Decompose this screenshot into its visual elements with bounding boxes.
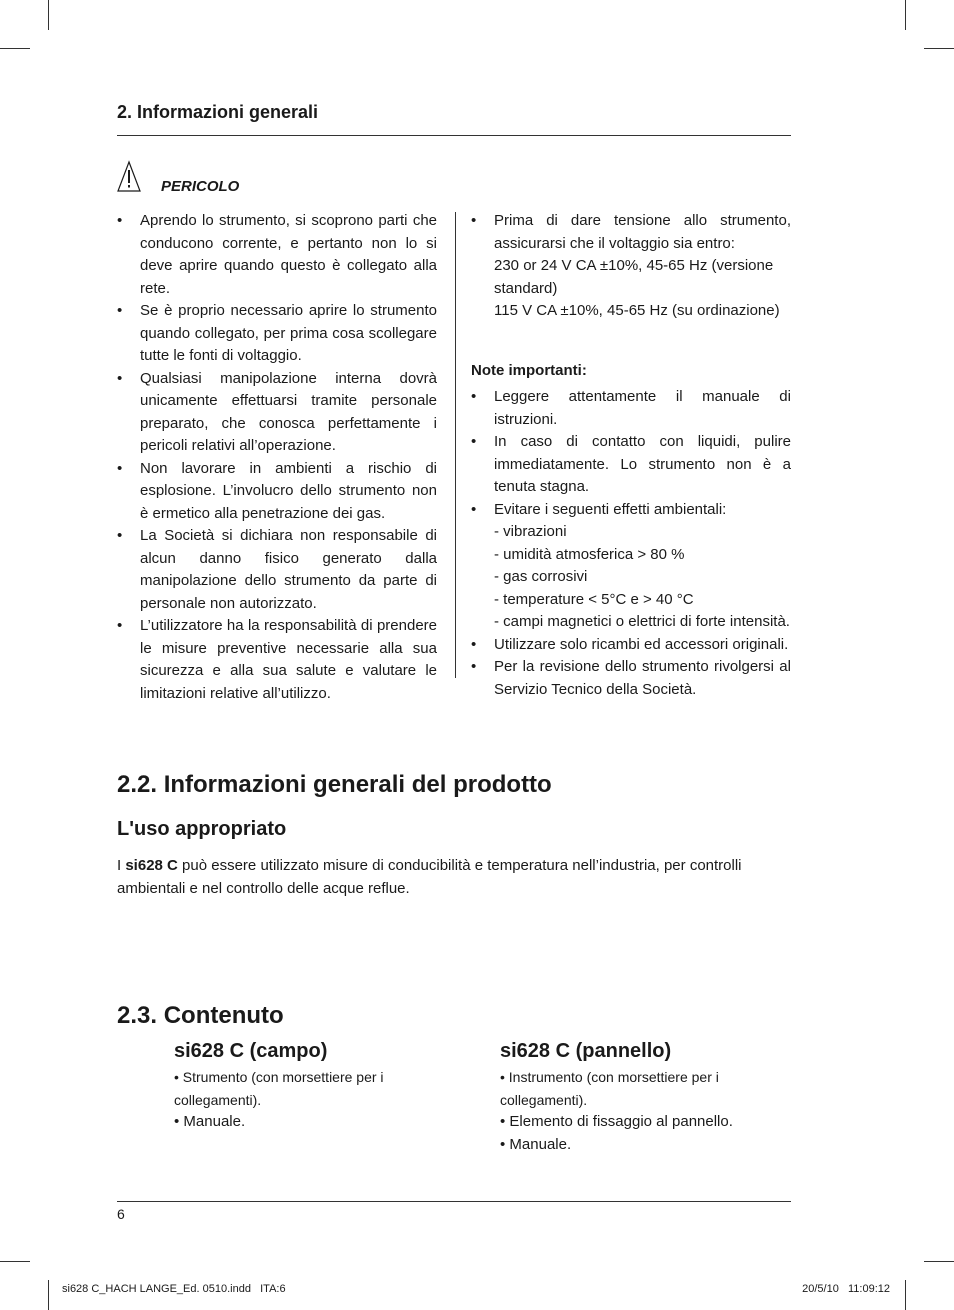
list-item: [471, 210, 791, 323]
crop-mark-bottom-left-v: [48, 1280, 49, 1310]
list-item: • Qualsiasi manipolazione interna dovrà unicamente effettuarsi tramite personale preparato, che conosca perfettamente i pericoli relativi all’operazione.: [117, 368, 437, 458]
list-item: • Aprendo lo strumento, si scoprono parti che conducono corrente, e pertanto non lo si deve aprire quando questo è collegato alla rete.: [117, 210, 437, 300]
crop-mark-top-right-h: [924, 48, 954, 49]
effect-line: - gas corrosivi: [494, 568, 588, 585]
list-item: • Se è proprio necessario aprire lo strumento quando collegato, per prima cosa scollegare tutte le fonti di voltaggio.: [117, 300, 437, 368]
contents-pannello: [500, 1038, 795, 1156]
crop-mark-top-left-v: [48, 0, 49, 30]
print-slug-file: si628 C_HACH LANGE_Ed. 0510.indd ITA:6: [62, 1283, 286, 1295]
proper-use-heading: L'uso appropriato: [117, 818, 287, 840]
crop-mark-top-right-v: [905, 0, 906, 30]
list-item: • L’utilizzatore ha la responsabilità di prendere le misure preventive necessarie alla sua sicurezza e alla sua salute e valutare le limitazioni relative all’utilizzo.: [117, 615, 437, 705]
effects-intro: • Evitare i seguenti effetti ambientali:: [494, 500, 727, 518]
crop-mark-bottom-left-h: [0, 1261, 30, 1262]
danger-list-right: [471, 210, 791, 701]
column-divider: [455, 212, 456, 678]
proper-use-text: [117, 855, 793, 900]
danger-list-left: [117, 210, 437, 705]
contents-heading: 2.3. Contenuto: [117, 1002, 284, 1029]
list-item: [471, 499, 791, 634]
voltage-intro: • Prima di dare tensione allo strumento, assicurarsi che il voltaggio sia entro:: [494, 212, 791, 252]
effect-line: - vibrazioni: [494, 523, 567, 540]
voltage-order: 115 V CA ±10%, 45-65 Hz (su ordinazione): [494, 302, 780, 319]
text-prefix: I: [117, 857, 126, 874]
section-title: 2. Informazioni generali: [117, 102, 319, 122]
contents-campo: [174, 1038, 474, 1134]
contents-item: • Manuale.: [500, 1135, 572, 1153]
list-item: • In caso di contatto con liquidi, pulire immediatamente. Lo strumento non è a tenuta stagna.: [471, 431, 791, 499]
text-suffix: può essere utilizzato misure di conducibilità e temperatura nell’industria, per controlli ambientali e nel controllo delle acque reflue.: [117, 857, 742, 897]
crop-mark-bottom-right-h: [924, 1261, 954, 1262]
effect-line: - umidità atmosferica > 80 %: [494, 545, 685, 563]
contents-item: • Strumento (con morsettiere per i collegamenti).: [174, 1069, 384, 1108]
pannello-title: si628 C (pannello): [500, 1040, 672, 1062]
product-info-heading: 2.2. Informazioni generali del prodotto: [117, 771, 552, 798]
crop-mark-bottom-right-v: [905, 1280, 906, 1310]
campo-title: si628 C (campo): [174, 1040, 328, 1062]
danger-label: PERICOLO: [161, 178, 240, 195]
print-slug-date: 20/5/10 11:09:12: [802, 1283, 890, 1295]
list-item: • Per la revisione dello strumento rivolgersi al Servizio Tecnico della Società.: [471, 656, 791, 701]
contents-item: • Elemento di fissaggio al pannello.: [500, 1113, 733, 1130]
contents-item: • Instrumento (con morsettiere per i collegamenti).: [500, 1069, 719, 1108]
page-number: 6: [117, 1206, 125, 1222]
crop-mark-top-left-h: [0, 48, 30, 49]
list-item: • Leggere attentamente il manuale di istruzioni.: [471, 386, 791, 431]
list-item: • La Società si dichiara non responsabile di alcun danno fisico generato dalla manipolazione dello strumento da parte di personale non autorizzato.: [117, 525, 437, 615]
effect-line: - campi magnetici o elettrici di forte intensità.: [494, 613, 790, 630]
footer-rule: [117, 1201, 791, 1202]
list-item: • Non lavorare in ambienti a rischio di esplosione. L’involucro dello strumento non è ermetico alla penetrazione dei gas.: [117, 458, 437, 526]
notes-heading: Note importanti:: [471, 361, 587, 379]
product-name: si628 C: [125, 857, 178, 874]
voltage-standard: 230 or 24 V CA ±10%, 45-65 Hz (versione standard): [494, 257, 774, 297]
contents-item: • Manuale.: [174, 1113, 246, 1130]
warning-triangle-icon: [117, 160, 141, 194]
list-item: • Utilizzare solo ricambi ed accessori originali.: [471, 634, 791, 657]
effect-line: - temperature < 5°C e > 40 °C: [494, 590, 694, 608]
header-rule: [117, 135, 791, 136]
